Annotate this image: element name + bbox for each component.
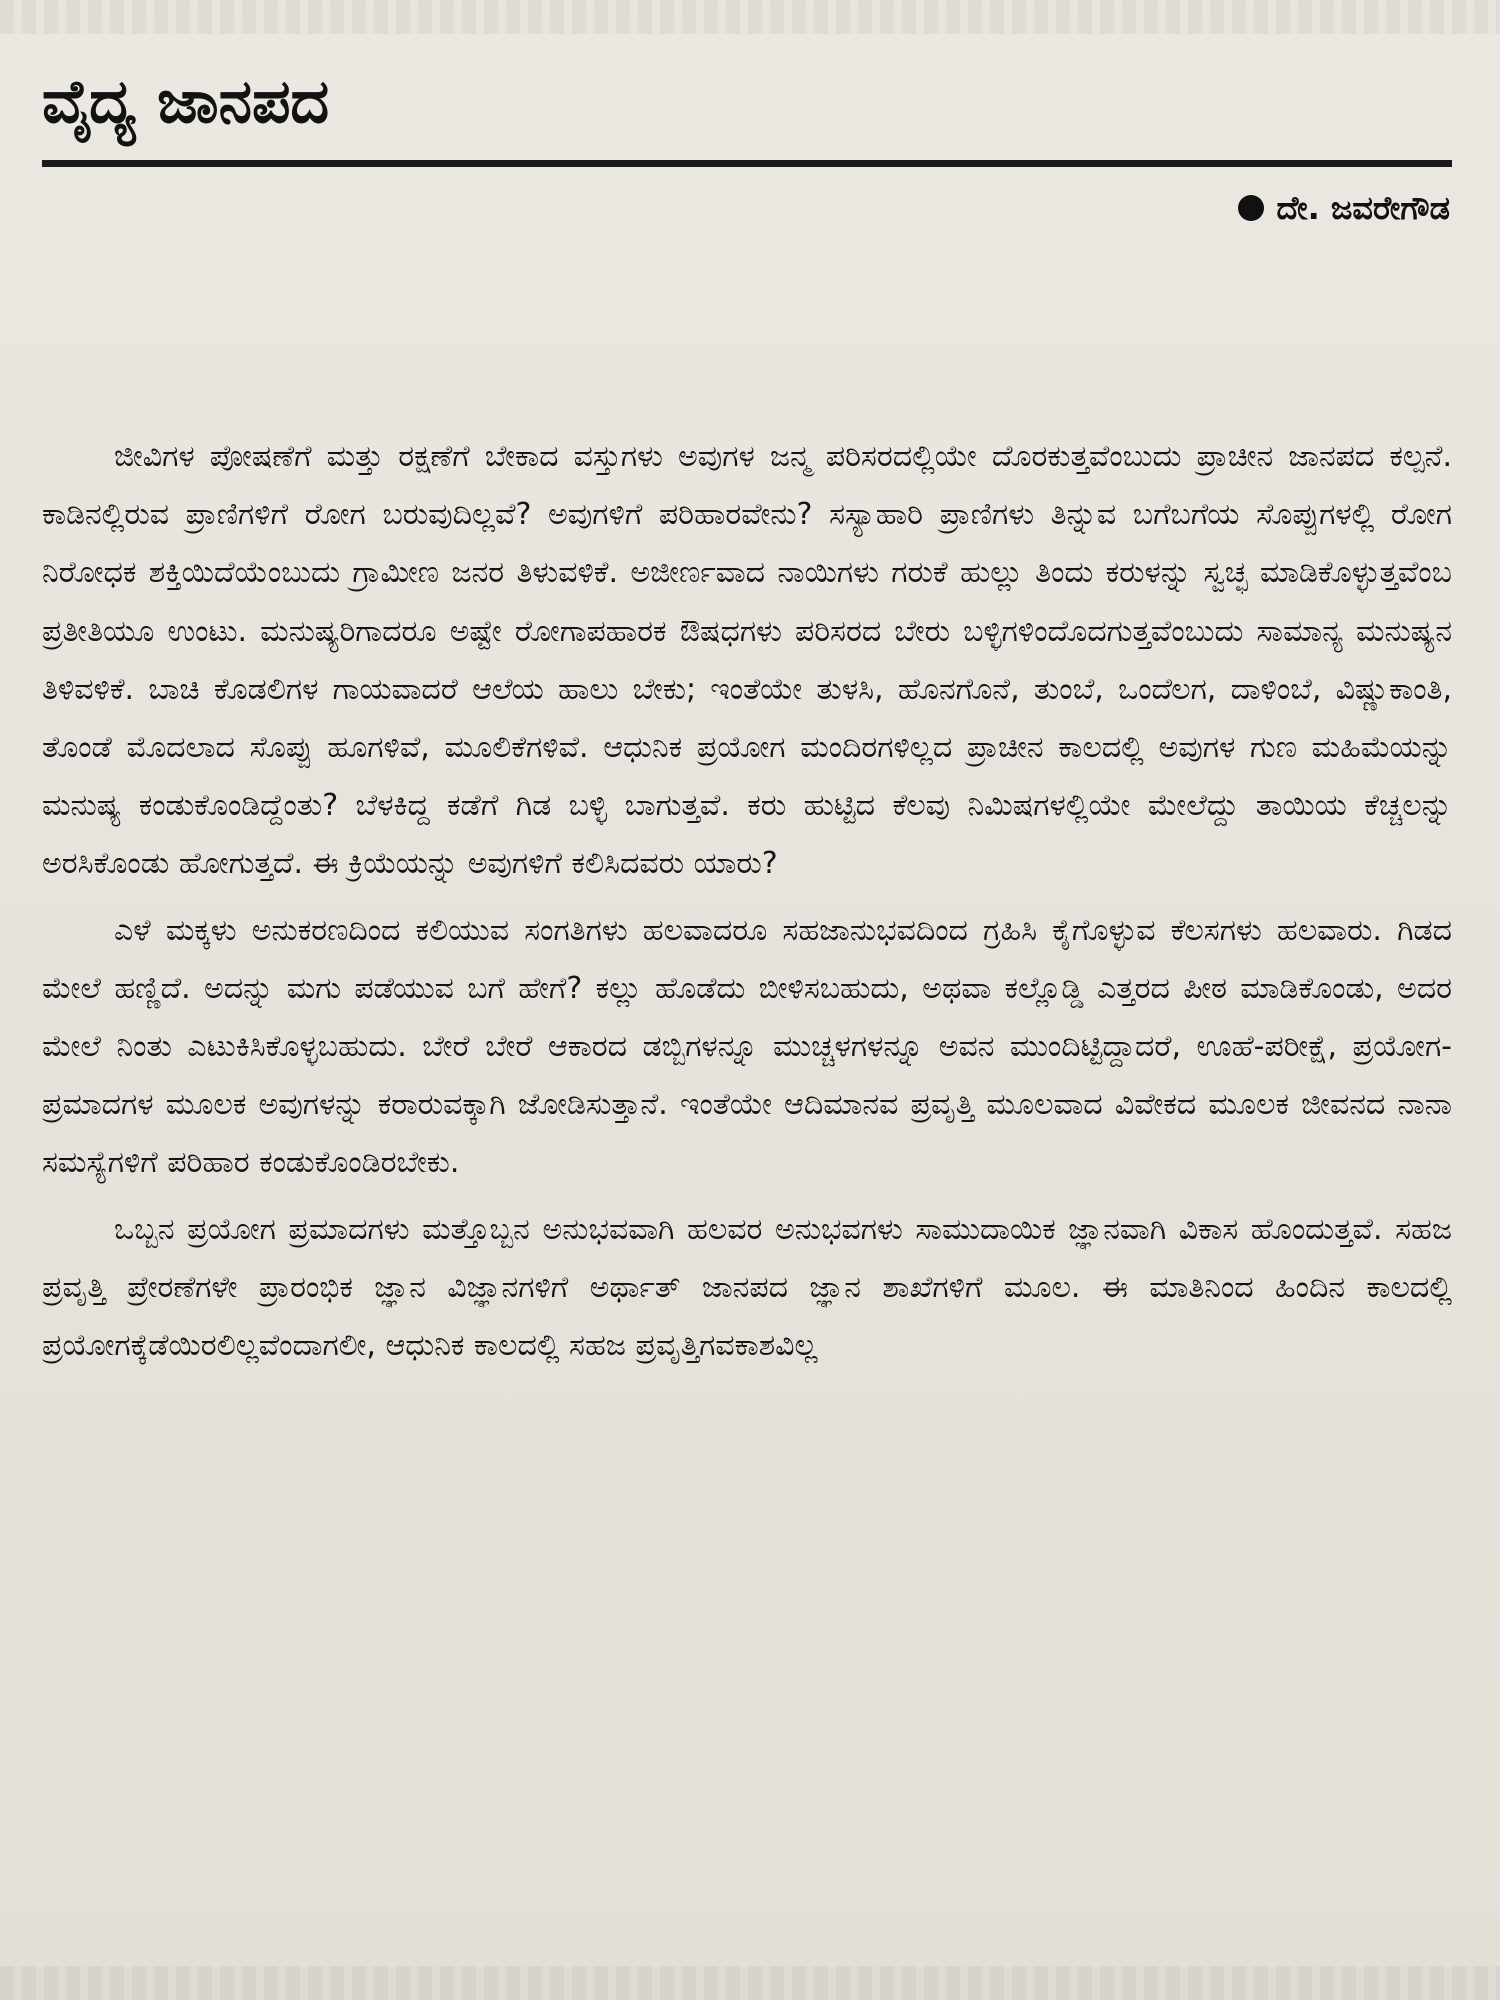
paragraph-3: ಒಬ್ಬನ ಪ್ರಯೋಗ ಪ್ರಮಾದಗಳು ಮತ್ತೊಬ್ಬನ ಅನುಭವವಾಗಿ ಹಲವರ ಅನುಭವಗಳು ಸಾಮುದಾಯಿಕ ಜ್ಞಾನವಾಗಿ ವಿಕಾಸ ಹೊಂದುತ್ತವೆ. ಸಹಜ ಪ್ರವೃತ್ತಿ ಪ್ರೇರಣೆಗಳೇ ಪ್ರಾರಂಭಿಕ ಜ್ಞಾನ ವಿಜ್ಞಾನಗಳಿಗೆ ಅರ್ಥಾತ್ ಜಾನಪದ ಜ್ಞಾನ ಶಾಖೆಗಳಿಗೆ ಮೂಲ. ಈ ಮಾತಿನಿಂದ ಹಿಂದಿನ ಕಾಲದಲ್ಲಿ ಪ್ರಯೋಗಕ್ಕೆಡೆಯಿರಲಿಲ್ಲವೆಂದಾಗಲೀ, ಆಧುನಿಕ ಕಾಲದಲ್ಲಿ ಸಹಜ ಪ್ರವೃತ್ತಿಗವಕಾಶವಿಲ್ಲ: [42, 1211, 1452, 1364]
article-body: [42, 428, 1452, 1383]
paragraph-1: ಜೀವಿಗಳ ಪೋಷಣೆಗೆ ಮತ್ತು ರಕ್ಷಣೆಗೆ ಬೇಕಾದ ವಸ್ತುಗಳು ಅವುಗಳ ಜನ್ಮ ಪರಿಸರದಲ್ಲಿಯೇ ದೊರಕುತ್ತವೆಂಬುದು ಪ್ರಾಚೀನ ಜಾನಪದ ಕಲ್ಪನೆ. ಕಾಡಿನಲ್ಲಿರುವ ಪ್ರಾಣಿಗಳಿಗೆ ರೋಗ ಬರುವುದಿಲ್ಲವೆ? ಅವುಗಳಿಗೆ ಪರಿಹಾರವೇನು? ಸಸ್ಯಾಹಾರಿ ಪ್ರಾಣಿಗಳು ತಿನ್ನುವ ಬಗೆಬಗೆಯ ಸೊಪ್ಪುಗಳಲ್ಲಿ ರೋಗ ನಿರೋಧಕ ಶಕ್ತಿಯಿದೆಯೆಂಬುದು ಗ್ರಾಮೀಣ ಜನರ ತಿಳುವಳಿಕೆ. ಅಜೀರ್ಣವಾದ ನಾಯಿಗಳು ಗರುಕೆ ಹುಲ್ಲು ತಿಂದು ಕರುಳನ್ನು ಸ್ವಚ್ಛ ಮಾಡಿಕೊಳ್ಳುತ್ತವೆಂಬ ಪ್ರತೀತಿಯೂ ಉಂಟು. ಮನುಷ್ಯರಿಗಾದರೂ ಅಷ್ಟೇ ರೋಗಾಪಹಾರಕ ಔಷಧಗಳು ಪರಿಸರದ ಬೇರು ಬಳ್ಳಿಗಳಿಂದೊದಗುತ್ತವೆಂಬುದು ಸಾಮಾನ್ಯ ಮನುಷ್ಯನ ತಿಳಿವಳಿಕೆ. ಬಾಚಿ ಕೊಡಲಿಗಳ ಗಾಯವಾದರೆ ಆಲೆಯ ಹಾಲು ಬೇಕು; ಇಂತೆಯೇ ತುಳಸಿ, ಹೊನಗೊನೆ, ತುಂಬೆ, ಒಂದೆಲಗ, ದಾಳಿಂಬೆ, ವಿಷ್ಣುಕಾಂತಿ, ತೊಂಡೆ ಮೊದಲಾದ ಸೊಪ್ಪು ಹೂಗಳಿವೆ, ಮೂಲಿಕೆಗಳಿವೆ. ಆಧುನಿಕ ಪ್ರಯೋಗ ಮಂದಿರಗಳಿಲ್ಲದ ಪ್ರಾಚೀನ ಕಾಲದಲ್ಲಿ ಅವುಗಳ ಗುಣ ಮಹಿಮೆಯನ್ನು ಮನುಷ್ಯ ಕಂಡುಕೊಂಡಿದ್ದೆಂತು? ಬೆಳಕಿದ್ದ ಕಡೆಗೆ ಗಿಡ ಬಳ್ಳಿ ಬಾಗುತ್ತವೆ. ಕರು ಹುಟ್ಟಿದ ಕೆಲವು ನಿಮಿಷಗಳಲ್ಲಿಯೇ ಮೇಲೆದ್ದು ತಾಯಿಯ ಕೆಚ್ಚಲನ್ನು ಅರಸಿಕೊಂಡು ಹೋಗುತ್ತದೆ. ಈ ಕ್ರಿಯೆಯನ್ನು ಅವುಗಳಿಗೆ ಕಲಿಸಿದವರು ಯಾರು?: [42, 439, 1452, 882]
author-byline: [1238, 184, 1450, 232]
author-name: ದೇ. ಜವರೇಗೌಡ: [1276, 188, 1450, 227]
show-through-texture-bottom: [0, 1966, 1500, 2000]
paragraph-2: ಎಳೆ ಮಕ್ಕಳು ಅನುಕರಣದಿಂದ ಕಲಿಯುವ ಸಂಗತಿಗಳು ಹಲವಾದರೂ ಸಹಜಾನುಭವದಿಂದ ಗ್ರಹಿಸಿ ಕೈಗೊಳ್ಳುವ ಕೆಲಸಗಳು ಹಲವಾರು. ಗಿಡದ ಮೇಲೆ ಹಣ್ಣಿದೆ. ಅದನ್ನು ಮಗು ಪಡೆಯುವ ಬಗೆ ಹೇಗೆ? ಕಲ್ಲು ಹೊಡೆದು ಬೀಳಿಸಬಹುದು, ಅಥವಾ ಕಲ್ಲೊಡ್ಡಿ ಎತ್ತರದ ಪೀಠ ಮಾಡಿಕೊಂಡು, ಅದರ ಮೇಲೆ ನಿಂತು ಎಟುಕಿಸಿಕೊಳ್ಳಬಹುದು. ಬೇರೆ ಬೇರೆ ಆಕಾರದ ಡಬ್ಬಿಗಳನ್ನೂ ಮುಚ್ಚಳಗಳನ್ನೂ ಅವನ ಮುಂದಿಟ್ಟಿದ್ದಾದರೆ, ಊಹೆ-ಪರೀಕ್ಷೆ, ಪ್ರಯೋಗ-ಪ್ರಮಾದಗಳ ಮೂಲಕ ಅವುಗಳನ್ನು ಕರಾರುವಕ್ಕಾಗಿ ಜೋಡಿಸುತ್ತಾನೆ. ಇಂತೆಯೇ ಆದಿಮಾನವ ಪ್ರವೃತ್ತಿ ಮೂಲವಾದ ವಿವೇಕದ ಮೂಲಕ ಜೀವನದ ನಾನಾ ಸಮಸ್ಯೆಗಳಿಗೆ ಪರಿಹಾರ ಕಂಡುಕೊಂಡಿರಬೇಕು.: [42, 912, 1452, 1181]
bullet-icon: [1238, 195, 1264, 221]
article-title: ವೈದ್ಯ ಜಾನಪದ: [42, 67, 330, 137]
title-underline: [42, 160, 1452, 167]
show-through-texture-top: [0, 0, 1500, 34]
